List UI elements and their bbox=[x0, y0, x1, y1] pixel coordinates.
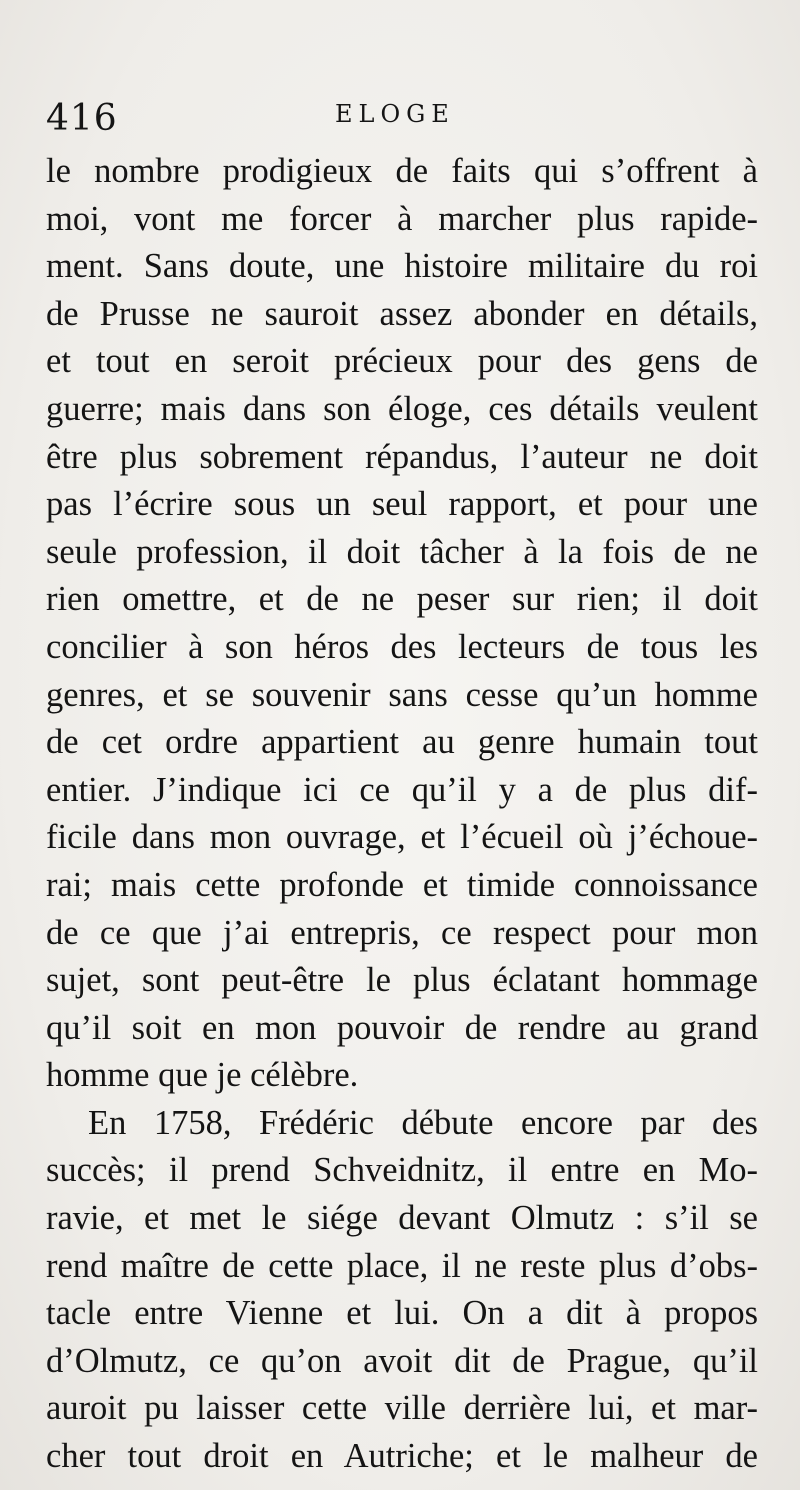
body-text bbox=[46, 148, 758, 1481]
text-line: succès; il prend Schveidnitz, il entre en Mo- bbox=[46, 1151, 758, 1190]
text-line: auroit pu laisser cette ville derrière lui, et mar- bbox=[46, 1389, 758, 1428]
text-line: et tout en seroit précieux pour des gens de bbox=[46, 342, 758, 381]
page-header bbox=[40, 90, 760, 150]
text-line: rai; mais cette profonde et timide connoissance bbox=[46, 865, 758, 904]
text-line: genres, et se souvenir sans cesse qu’un homme bbox=[46, 675, 758, 714]
text-line: guerre; mais dans son éloge, ces détails veulent bbox=[46, 389, 758, 428]
text-line: cher tout droit en Autriche; et le malheur de bbox=[46, 1437, 758, 1476]
text-line: d’Olmutz, ce qu’on avoit dit de Prague, qu’il bbox=[46, 1341, 758, 1380]
text-line: qu’il soit en mon pouvoir de rendre au grand bbox=[46, 1008, 758, 1047]
running-head: ELOGE bbox=[335, 100, 455, 128]
text-line: être plus sobrement répandus, l’auteur ne doit bbox=[46, 437, 758, 476]
text-line: entier. J’indique ici ce qu’il y a de plus dif- bbox=[46, 770, 758, 809]
text-line: concilier à son héros des lecteurs de tous les bbox=[46, 627, 758, 666]
text-line: ficile dans mon ouvrage, et l’écueil où j’échoue- bbox=[46, 818, 758, 857]
text-line: rien omettre, et de ne peser sur rien; il doit bbox=[46, 580, 758, 619]
text-line: de ce que j’ai entrepris, ce respect pour mon bbox=[46, 913, 758, 952]
text-line: ravie, et met le siége devant Olmutz : s’il se bbox=[46, 1199, 758, 1238]
paragraph-start-line: En 1758, Frédéric débute encore par des bbox=[88, 1103, 758, 1142]
text-line: de cet ordre appartient au genre humain tout bbox=[46, 723, 758, 762]
text-line: sujet, sont peut-être le plus éclatant hommage bbox=[46, 961, 758, 1000]
text-line: de Prusse ne sauroit assez abonder en détails, bbox=[46, 294, 758, 333]
text-line: tacle entre Vienne et lui. On a dit à propos bbox=[46, 1294, 758, 1333]
text-line: seule profession, il doit tâcher à la fois de ne bbox=[46, 532, 758, 571]
page-number: 416 bbox=[46, 98, 118, 139]
paragraph-end-line: homme que je célèbre. bbox=[46, 1056, 359, 1095]
text-line: pas l’écrire sous un seul rapport, et pour une bbox=[46, 485, 758, 524]
text-line: moi, vont me forcer à marcher plus rapide- bbox=[46, 199, 758, 238]
text-line: ment. Sans doute, une histoire militaire du roi bbox=[46, 247, 758, 286]
text-line: rend maître de cette place, il ne reste plus d’obs- bbox=[46, 1246, 758, 1285]
text-line: le nombre prodigieux de faits qui s’offrent à bbox=[46, 152, 758, 190]
